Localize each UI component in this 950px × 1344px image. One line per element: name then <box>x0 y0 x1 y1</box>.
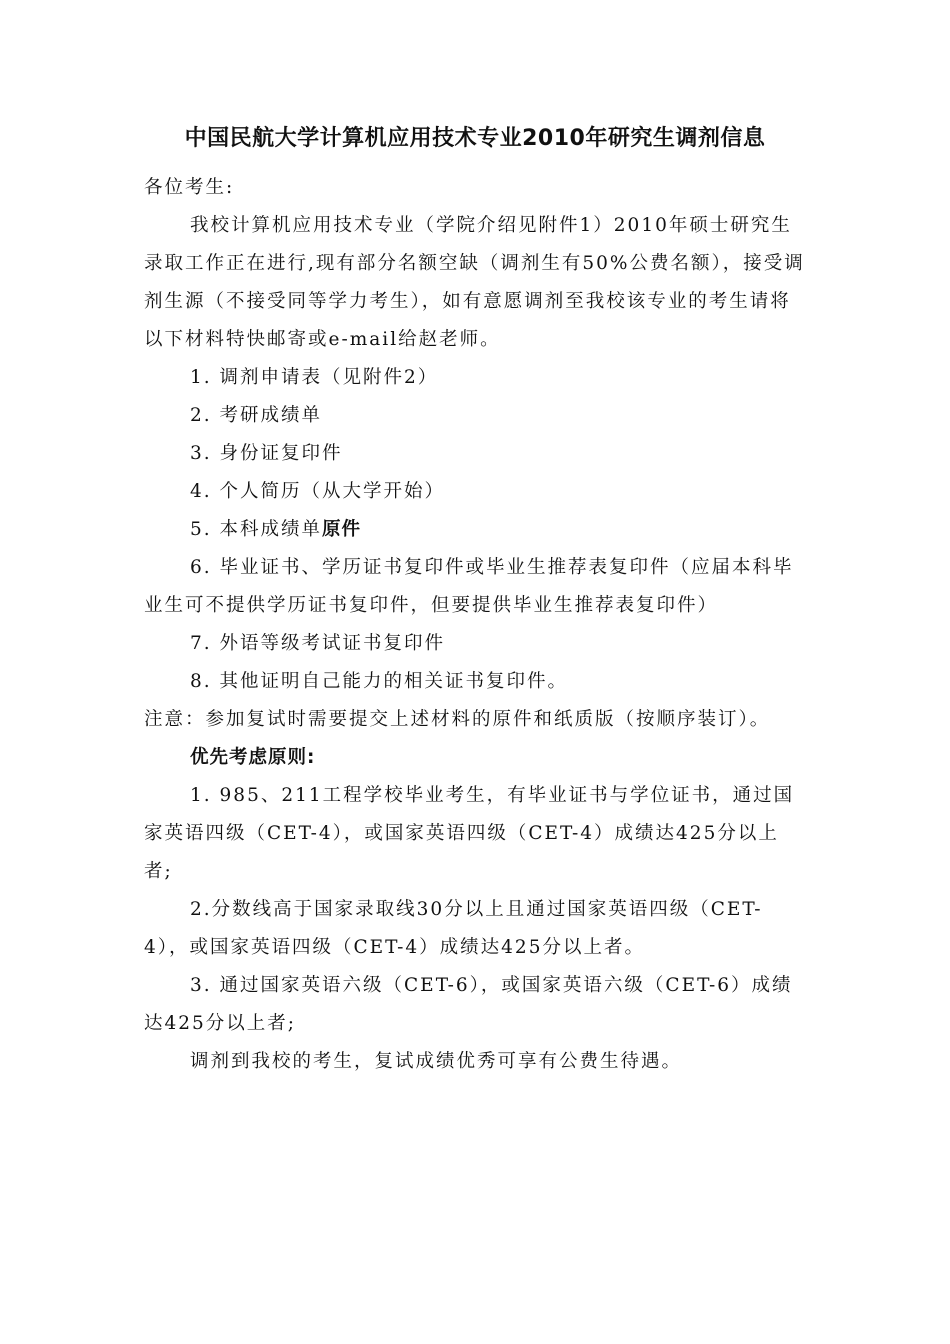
closing-paragraph: 调剂到我校的考生，复试成绩优秀可享有公费生待遇。 <box>190 1051 683 1072</box>
material-item-3 <box>144 435 806 473</box>
material-item-text: 3. 身份证复印件 <box>190 443 343 464</box>
material-item-1 <box>144 359 806 397</box>
material-item-8 <box>144 663 806 701</box>
material-item-emphasis: 原件 <box>322 519 362 540</box>
material-item-7 <box>144 625 806 663</box>
intro-paragraph: 我校计算机应用技术专业（学院介绍见附件1）2010年硕士研究生录取工作正在进行,现有部分名额空缺（调剂生有50%公费名额），接受调剂生源（不接受同等学力考生），如有意愿调剂至我校该专业的考生请将以下材料特快邮寄或e-mail给赵老师。 <box>144 215 805 350</box>
material-item-text: 1. 调剂申请表（见附件2） <box>190 367 439 388</box>
material-item-text: 8. 其他证明自己能力的相关证书复印件。 <box>190 671 569 692</box>
material-item-text: 5. 本科成绩单 <box>190 519 323 540</box>
material-item-6 <box>144 549 806 625</box>
material-item-2 <box>144 397 806 435</box>
priority-item-1: 1. 985、211工程学校毕业考生，有毕业证书与学位证书，通过国家英语四级（CET-4），或国家英语四级（CET-4）成绩达425分以上者; <box>144 785 795 882</box>
priority-item-2: 2.分数线高于国家录取线30分以上且通过国家英语四级（CET-4），或国家英语四级（CET-4）成绩达425分以上者。 <box>144 899 763 958</box>
material-item-text: 2. 考研成绩单 <box>190 405 323 426</box>
material-item-text: 6. 毕业证书、学历证书复印件或毕业生推荐表复印件（应届本科毕业生可不提供学历证书复印件，但要提供毕业生推荐表复印件） <box>144 557 794 616</box>
note-paragraph: 注意：参加复试时需要提交上述材料的原件和纸质版（按顺序装订）。 <box>144 709 771 730</box>
priority-item-3: 3. 通过国家英语六级（CET-6），或国家英语六级（CET-6）成绩达425分以上者; <box>144 975 793 1034</box>
material-item-text: 7. 外语等级考试证书复印件 <box>190 633 446 654</box>
page-title: 中国民航大学计算机应用技术专业2010年研究生调剂信息 <box>184 126 766 151</box>
priority-heading: 优先考虑原则: <box>190 747 316 768</box>
document-body <box>144 169 806 1081</box>
material-item-5 <box>144 511 806 549</box>
greeting: 各位考生: <box>144 177 235 198</box>
material-item-text: 4. 个人简历（从大学开始） <box>190 481 446 502</box>
material-item-4 <box>144 473 806 511</box>
